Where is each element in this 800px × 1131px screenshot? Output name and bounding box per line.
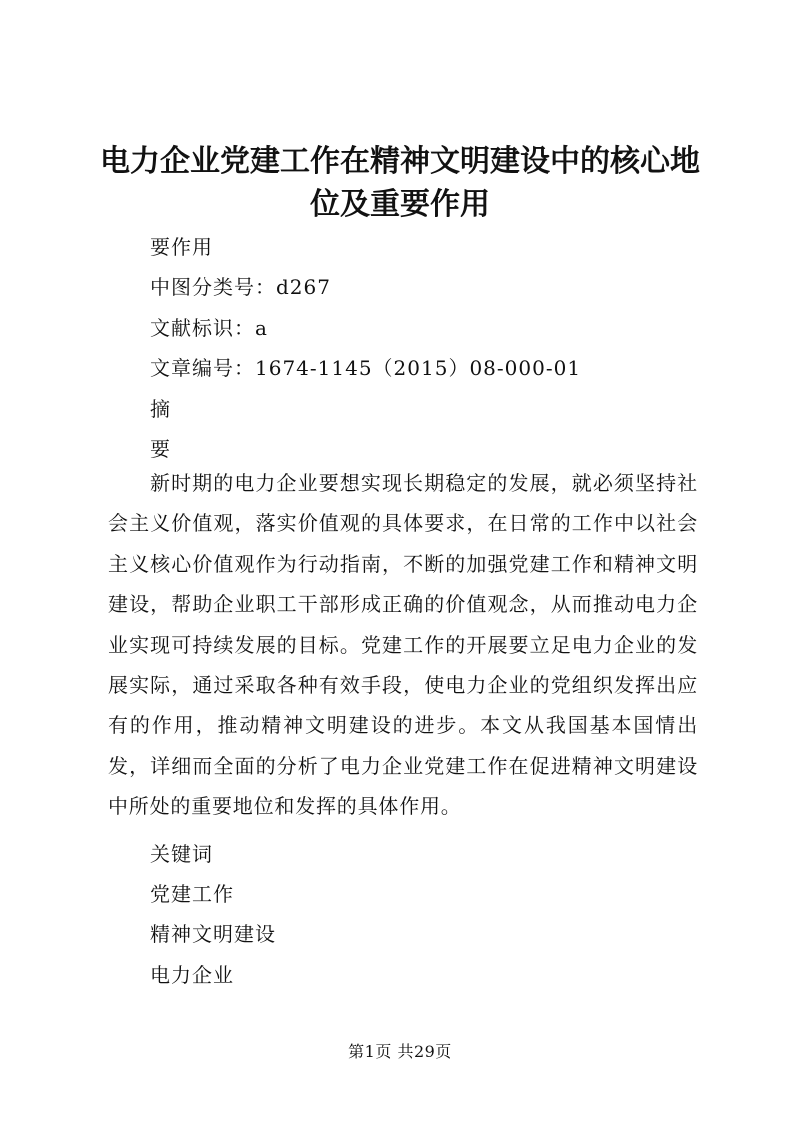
document-title-line-2: 位及重要作用 (310, 187, 490, 222)
keyword-item: 精神文明建设 (150, 922, 276, 946)
page-footer: 第1页 共29页 (348, 1042, 452, 1061)
document-title-line-1: 电力企业党建工作在精神文明建设中的核心地 (100, 144, 700, 179)
keyword-item: 电力企业 (150, 963, 234, 987)
heading-fragment: 要作用 (150, 235, 213, 259)
document-code: 文献标识：a (150, 316, 268, 340)
classification-number: 中图分类号：d267 (150, 275, 331, 299)
abstract-paragraph: 新时期的电力企业要想实现长期稳定的发展，就必须坚持社会主义价值观，落实价值观的具体要求，在日常的工作中以社会主义核心价值观作为行动指南，不断的加强党建工作和精神文明建设，帮助企业职工干部形成正确的价值观念，从而推动电力企业实现可持续发展的目标。党建工作的开展要立足电力企业的发展实际，通过采取各种有效手段，使电力企业的党组织发挥出应有的作用，推动精神文明建设的进步。本文从我国基本国情出发，详细而全面的分析了电力企业党建工作在促进精神文明建设中所处的重要地位和发挥的具体作用。 (108, 471, 698, 819)
abstract-label-1: 摘 (150, 397, 171, 421)
article-number: 文章编号：1674-1145（2015）08-000-01 (150, 356, 582, 380)
keyword-item: 党建工作 (150, 882, 234, 906)
keywords-label: 关键词 (150, 842, 213, 866)
abstract-label-2: 要 (150, 437, 171, 461)
